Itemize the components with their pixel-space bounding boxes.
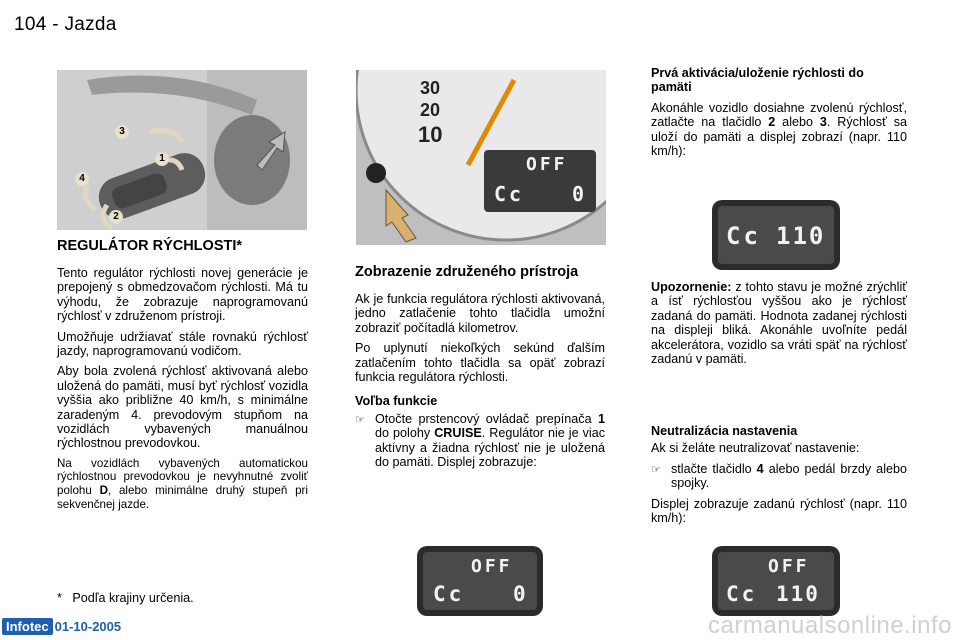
col3-bullet-1 bbox=[651, 462, 907, 491]
watermark: carmanualsonline.info bbox=[708, 612, 952, 639]
section-title-display: Zobrazenie združeného prístroja bbox=[355, 264, 579, 280]
stalk-label-3: 3 bbox=[115, 125, 129, 139]
col2-paragraph-1: Ak je funkcia regulátora rýchlosti aktivovaná, jedno zatlačenie tohto tlačidla umožní zobraziť počítadlá kilometrov. bbox=[355, 292, 605, 335]
footnote-text: Podľa krajiny určenia. bbox=[72, 591, 194, 605]
cluster-display-cc: Cc bbox=[494, 182, 525, 206]
display-off-110 bbox=[712, 546, 840, 616]
display-cc-label-3: Cc bbox=[726, 582, 758, 606]
page-header bbox=[14, 14, 117, 36]
cluster-photo bbox=[356, 70, 606, 245]
header-separator: - bbox=[52, 14, 59, 35]
col2-paragraph-2: Po uplynutí niekoľkých sekúnd ďalším zatlačením tohto tlačidla sa opäť zobrazí funkcia regulátora rýchlosti. bbox=[355, 341, 605, 385]
col1-paragraph-3: Aby bola zvolená rýchlosť aktivovaná alebo uložená do pamäti, musí byť rýchlosť vozidla vyššia ako približne 40 km/h, s minimálne zaradeným 4. prevodovým stupňom na vozidlách vybavených manuálnou rýchlostnou prevodovkou. bbox=[57, 364, 308, 451]
warning-paragraph: Upozornenie: z tohto stavu je možné zrýchliť a ísť rýchlosťou vyššou ako je rýchlosť zadaná do pamäti. Hodnota zadanej rýchlosti na displeji bliká. Akonáhle uvoľníte pedál akcelerátora, vozidlo sa vráti späť na rýchlosť zadanú v pamäti. bbox=[651, 280, 907, 367]
col2-bullet-1 bbox=[355, 412, 605, 470]
display-cc-label-2: Cc bbox=[726, 222, 761, 250]
column-3 bbox=[651, 66, 907, 164]
cluster-display-zero: 0 bbox=[572, 182, 588, 206]
gauge-label-10: 10 bbox=[418, 122, 443, 147]
display-speed-zero: 0 bbox=[513, 582, 529, 606]
display-off-zero bbox=[417, 546, 543, 616]
section-title-cruise-control: REGULÁTOR RÝCHLOSTI* bbox=[57, 238, 243, 254]
column-1 bbox=[57, 238, 308, 517]
gauge-label-30: 30 bbox=[420, 78, 441, 98]
warning-label: Upozornenie: bbox=[651, 280, 732, 294]
column-2 bbox=[355, 264, 605, 475]
gauge-label-20: 20 bbox=[420, 100, 441, 120]
footnote-mark: * bbox=[57, 591, 62, 605]
cluster-display-off: OFF bbox=[526, 154, 568, 175]
col3-paragraph-2: Ak si želáte neutralizovať nastavenie: bbox=[651, 441, 860, 456]
col1-paragraph-1: Tento regulátor rýchlosti novej generácie je prepojený s obmedzovačom rýchlosti. Má tu výhodu, že zobrazuje naprogramovanú rýchlosť v združenom prístroji. bbox=[57, 266, 308, 324]
stalk-illustration bbox=[57, 70, 307, 230]
cluster-display bbox=[484, 150, 596, 212]
col1-paragraph-2: Umožňuje udržiavať stále rovnakú rýchlosť jazdy, naprogramovanú vodičom. bbox=[57, 329, 308, 359]
stalk-label-1: 1 bbox=[155, 152, 169, 166]
chapter-title: Jazda bbox=[64, 14, 117, 35]
display-speed-110: 110 bbox=[776, 222, 826, 250]
display-cc-label: Cc bbox=[433, 582, 465, 606]
column-3-warning bbox=[651, 280, 907, 372]
footer bbox=[2, 617, 121, 635]
hand-pointer-icon: ☞ bbox=[355, 413, 365, 426]
footnote bbox=[57, 591, 308, 605]
display-cc-110 bbox=[712, 200, 840, 270]
page-number: 104 bbox=[14, 14, 47, 35]
display-speed-110-2: 110 bbox=[776, 582, 820, 606]
col3-bullet-1-text: stlačte tlačidlo 4 alebo pedál brzdy alebo spojky. bbox=[671, 461, 907, 491]
display-off-label-2: OFF bbox=[768, 556, 810, 577]
footer-date: 01-10-2005 bbox=[54, 618, 122, 634]
display-off-label: OFF bbox=[471, 556, 513, 577]
hand-pointer-icon: ☞ bbox=[651, 463, 661, 476]
infotec-logo: Infotec bbox=[2, 618, 53, 635]
subtitle-neutralization: Neutralizácia nastavenia bbox=[651, 424, 798, 438]
stalk-label-4: 4 bbox=[75, 172, 89, 186]
stalk-photo bbox=[57, 70, 307, 230]
col2-bullet-1-text: Otočte prstencový ovládač prepínača 1 do polohy CRUISE. Regulátor nie je viac aktívny a žiadna rýchlosť nie je uložená do pamäti. Displej zobrazuje: bbox=[375, 411, 605, 470]
subtitle-function-select: Voľba funkcie bbox=[355, 394, 438, 409]
stalk-label-2: 2 bbox=[109, 210, 123, 224]
col3-paragraph-1: Akonáhle vozidlo dosiahne zvolenú rýchlosť, zatlačte na tlačidlo 2 alebo 3. Rýchlosť sa uloží do pamäti a displej zobrazí (napr. 110 km/h): bbox=[651, 100, 907, 159]
column-3-neutralize bbox=[651, 424, 907, 531]
col3-paragraph-3: Displej zobrazuje zadanú rýchlosť (napr. 110 km/h): bbox=[651, 496, 907, 526]
subtitle-first-activation: Prvá aktivácia/uloženie rýchlosti do pamäti bbox=[651, 66, 864, 95]
col1-paragraph-4: Na vozidlách vybavených automatickou rýchlostnou prevodovkou je nevyhnutné zvoliť polohu D, alebo minimálne druhý stupeň pri sekvenčnej jazde. bbox=[57, 456, 308, 511]
